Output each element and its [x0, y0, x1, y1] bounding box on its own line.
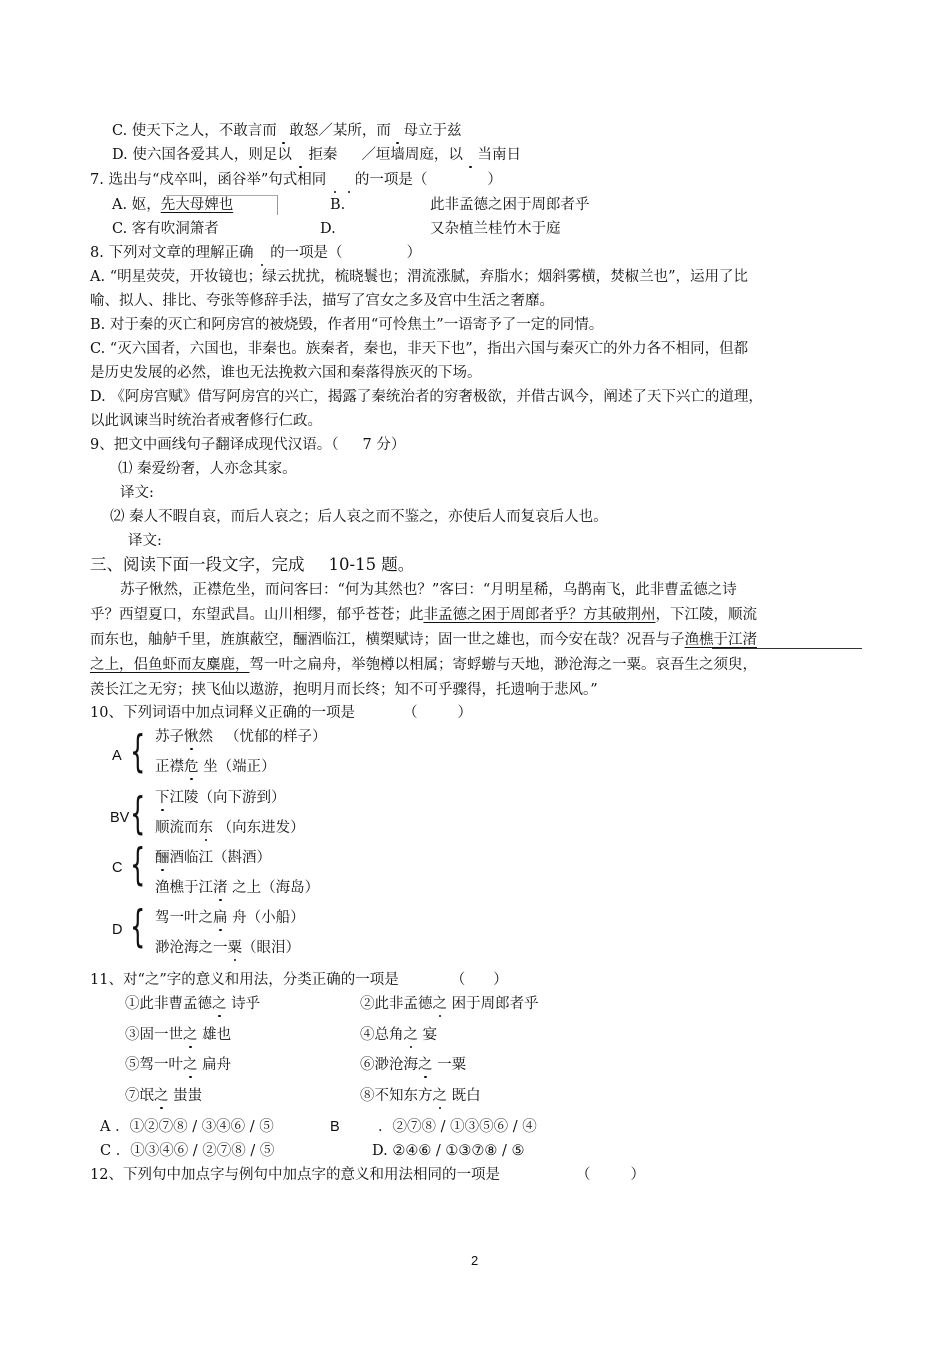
q11-item-2: ②此非孟德之 困于周郎者乎	[360, 996, 539, 1012]
q10-c-item-1: 酾酒临江（斟酒）	[155, 850, 271, 866]
q10-brace-a-icon: {	[130, 726, 146, 777]
q10-option-d-label: D	[112, 922, 123, 938]
q11-item-5: ⑤驾一叶之 扁舟	[125, 1057, 232, 1073]
q10-brace-c-icon: {	[130, 839, 146, 890]
q11-item-6: ⑥渺沧海之 一粟	[360, 1057, 467, 1073]
q8-option-c-line2: 是历史发展的必然，谁也无法挽救六国和秦落得族灭的下场。	[90, 365, 482, 381]
q10-a-item-2: 正襟危 坐（端正）	[155, 759, 276, 775]
q10-stem: 10、下列词语中加点词释义正确的一项是 （ ）	[90, 705, 472, 721]
q8-option-b: B. 对于秦的灭亡和阿房宫的被烧毁，作者用“可怜焦土”一语寄予了一定的同情。	[90, 317, 604, 333]
q11-option-d: D. ②④⑥ / ①③⑦⑧ / ⑤	[372, 1143, 525, 1159]
q10-brace-b-icon: {	[130, 788, 146, 839]
q10-a-item-1: 苏子愀然 （忧郁的样子）	[155, 729, 327, 745]
q8-option-a-line2: 喻、拟人、排比、夸张等修辞手法，描写了宫女之多及宫中生活之奢靡。	[90, 293, 554, 309]
q11-item-4: ④总角之 宴	[360, 1027, 438, 1043]
passage-line-2: 乎？西望夏口，东望武昌。山川相缪，郁乎苍苍；此非孟德之困于周郎者乎？方其破荆州，下江陵，顺流	[90, 607, 757, 623]
q12-stem: 12、下列句中加点字与例句中加点字的意义和用法相同的一项是 （ ）	[90, 1167, 645, 1183]
q7-box-side	[277, 195, 278, 215]
q7-option-b-text: 此非孟德之困于周郎者乎	[430, 197, 590, 213]
q6-option-c: C. 使天下之人，不敢言而 敢怒／某所，而 母立于兹	[112, 123, 462, 139]
q10-option-a-label: A	[112, 748, 122, 764]
q7-option-b-label: B.	[330, 197, 346, 213]
q11-option-b-label: B	[330, 1119, 340, 1135]
q9-stem: 9、把文中画线句子翻译成现代汉语。（ 7 分）	[90, 437, 406, 453]
q11-item-1: ①此非曹孟德之 诗乎	[125, 996, 261, 1012]
q10-brace-d-icon: {	[130, 901, 146, 952]
q10-option-b-label: BV	[110, 810, 130, 826]
q7-option-d-label: D.	[320, 221, 336, 237]
q10-d-item-1: 驾一叶之扁 舟（小船）	[155, 910, 305, 926]
passage-underline-extension	[712, 648, 862, 649]
page-number: 2	[471, 1253, 479, 1268]
q10-c-item-2: 渔樵于江渚 之上（海岛）	[155, 880, 320, 896]
q8-stem: 8. 下列对文章的理解正确 的一项是（ ）	[90, 245, 422, 261]
q11-stem: 11、对“之”字的意义和用法，分类正确的一项是 （ ）	[90, 972, 508, 988]
q8-option-c-line1: C. “灭六国者，六国也，非秦也。族秦者，秦也，非天下也”，指出六国与秦灭亡的外力各不相同，但都	[90, 341, 749, 357]
q10-b-item-2: 顺流而东 （向东进发）	[155, 820, 305, 836]
q7-option-c: C. 客有吹洞箫者	[112, 221, 219, 237]
q10-option-c-label: C	[112, 860, 123, 876]
passage-line-5: 羡长江之无穷；挟飞仙以遨游，抱明月而长终；知不可乎骤得，托遗响于悲风。”	[90, 682, 598, 698]
q7-option-d-text: 又杂植兰桂竹木于庭	[430, 221, 561, 237]
q11-option-c: C ．①③④⑥ / ②⑦⑧ / ⑤	[100, 1143, 275, 1159]
q11-item-3: ③固一世之 雄也	[125, 1027, 232, 1043]
q8-option-a-line1: A. “明星荧荧，开妆镜也；绿云扰扰，梳晓鬟也；渭流涨腻，弃脂水；烟斜雾横，焚椒兰也”，运用了比	[90, 269, 749, 285]
section-3-heading: 三、阅读下面一段文字，完成 10-15 题。	[90, 555, 415, 574]
q9-translation-1-label: 译文:	[120, 485, 154, 501]
q7-stem: 7. 选出与“戍卒叫，函谷举”句式相同 的一项是（ ）	[90, 172, 502, 188]
passage-line-1: 苏子愀然，正襟危坐，而问客曰：“何为其然也？”客曰：“月明星稀，乌鹊南飞，此非曹孟德之诗	[120, 582, 737, 598]
q10-d-item-2: 渺沧海之一粟（眼泪）	[155, 940, 300, 956]
q9-sentence-2: ⑵ 秦人不暇自哀，而后人哀之；后人哀之而不鉴之，亦使后人而复哀后人也。	[110, 509, 608, 525]
q9-translation-2-label: 译文:	[128, 533, 162, 549]
q7-box-top	[166, 195, 278, 196]
q7-option-a: A. 妪，先大母婢也	[112, 197, 234, 213]
q11-item-7: ⑦氓之 蚩蚩	[125, 1088, 203, 1104]
q6-option-d: D. 使六国各爱其人，则足以 拒秦 ／垣墙周庭，以 当南日	[112, 147, 522, 163]
q11-option-b: ．②⑦⑧ / ①③⑤⑥ / ④	[378, 1119, 537, 1135]
q11-item-8: ⑧不知东方之 既白	[360, 1088, 481, 1104]
q9-sentence-1: ⑴ 秦爱纷奢，人亦念其家。	[118, 461, 297, 477]
q11-option-a: A ．①②⑦⑧ / ③④⑥ / ⑤	[100, 1119, 274, 1135]
q8-option-d-line1: D. 《阿房宫赋》借写阿房宫的兴亡，揭露了秦统治者的穷奢极欲，并借古讽今，阐述了天下兴亡的道理，	[90, 389, 763, 405]
passage-line-4: 之上，侣鱼虾而友麋鹿，驾一叶之扁舟，举匏樽以相属；寄蜉蝣与天地，渺沧海之一粟。哀吾生之须臾，	[90, 657, 757, 673]
q8-option-d-line2: 以此讽谏当时统治者戒奢修行仁政。	[90, 413, 322, 429]
passage-line-3: 而东也，舳舻千里，旌旗蔽空，酾酒临江，横槊赋诗；固一世之雄也，而今安在哉？况吾与子渔樵于江渚	[90, 632, 757, 648]
q10-b-item-1: 下江陵（向下游到）	[155, 790, 286, 806]
